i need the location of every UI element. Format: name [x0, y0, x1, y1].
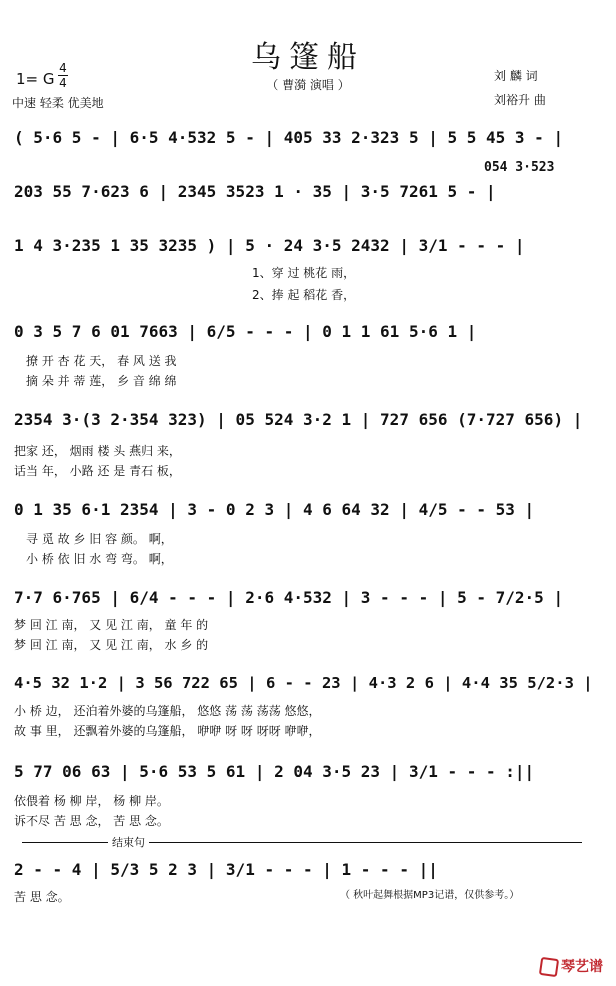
lyric-line-6b: 小 桥 依 旧 水 弯 弯。 啊，: [26, 552, 173, 566]
score-line-6: 0 1 35 6·1 2354 | 3 - 0 2 3 | 4 6 64 32 | 4/5 - - 53 |: [14, 500, 535, 519]
lyric-line-6a: 寻 觅 故 乡 旧 容 颜。 啊，: [26, 532, 173, 546]
score-line-5: 2354 3·(3 2·354 323) | 05 524 3·2 1 | 727 656 (7·727 656) |: [14, 410, 583, 429]
lyric-line-8b: 故 事 里， 还飘着外婆的乌篷船， 咿咿 呀 呀 呀呀 咿咿，: [14, 724, 321, 738]
time-sig-top: 4: [59, 61, 67, 75]
lyric-line-7a: 梦 回 江 南， 又 见 江 南， 童 年 的: [14, 618, 209, 632]
score-line-4: 0 3 5 7 6 01 7663 | 6/5 - - - | 0 1 1 61 5·6 1 |: [14, 322, 477, 341]
score-line-2: 203 55 7·623 6 | 2345 3523 1 · 35 | 3·5 7261 5 - |: [14, 182, 496, 201]
lyric-line-4a: 撩 开 杏 花 天， 春 风 送 我: [26, 354, 177, 368]
ending-label: 结束句: [108, 834, 149, 850]
watermark-logo: [540, 956, 603, 976]
song-title: 乌篷船: [251, 40, 365, 75]
key-signature: 1= G: [16, 70, 55, 88]
score-alt-line-2: 054 3·523: [484, 160, 555, 175]
lyric-line-5b: 话当 年， 小路 还 是 青石 板，: [14, 464, 181, 478]
time-sig-bottom: 4: [59, 76, 67, 90]
lyricist: 刘 麟 词: [494, 69, 538, 83]
lyric-line-10: 苦 思 念。: [14, 890, 70, 904]
score-line-1: ( 5·6 5 - | 6·5 4·532 5 - | 405 33 2·323 5 | 5 5 45 3 - |: [14, 128, 564, 147]
logo-icon: [539, 957, 559, 977]
score-line-3: 1 4 3·235 1 35 3235 ) | 5 · 24 3·5 2432 | 3/1 - - - |: [14, 236, 525, 255]
score-line-7: 7·7 6·765 | 6/4 - - - | 2·6 4·532 | 3 - - - | 5 - 7/2·5 |: [14, 588, 564, 607]
lyric-line-9b: 诉不尽 苦 思 念， 苦 思 念。: [14, 814, 169, 828]
lyric-line-4b: 摘 朵 并 蒂 莲， 乡 音 绵 绵: [26, 374, 177, 388]
composer: 刘裕升 曲: [494, 93, 546, 107]
ending-bracket-line: [22, 842, 582, 843]
time-signature: [58, 62, 68, 89]
transcription-note: （ 秋叶起舞根据MP3记谱，仅供参考。）: [340, 890, 520, 901]
tempo-marking: 中速 轻柔 优美地: [12, 96, 104, 110]
credits: [494, 64, 546, 112]
score-line-10: 2 - - 4 | 5/3 5 2 3 | 3/1 - - - | 1 - - - ||: [14, 860, 438, 879]
lyric-line-9a: 依偎着 杨 柳 岸， 杨 柳 岸。: [14, 794, 169, 808]
score-line-8: 4·5 32 1·2 | 3 56 722 65 | 6 - - 23 | 4·3 2 6 | 4·4 35 5/2·3 |: [14, 674, 593, 692]
lyric-line-3b: 2、捧 起 稻花 香，: [252, 288, 356, 302]
watermark-text: 琴艺谱: [561, 959, 603, 975]
lyric-line-3a: 1、穿 过 桃花 雨，: [252, 266, 356, 280]
score-line-9: 5 77 06 63 | 5·6 53 5 61 | 2 04 3·5 23 | 3/1 - - - :||: [14, 762, 535, 781]
lyric-line-5a: 把家 还， 烟雨 楼 头 燕归 来，: [14, 444, 181, 458]
performer: （ 曹漪 演唱 ）: [266, 78, 350, 92]
lyric-line-7b: 梦 回 江 南， 又 见 江 南， 水 乡 的: [14, 638, 209, 652]
lyric-line-8a: 小 桥 边， 还泊着外婆的乌篷船， 悠悠 荡 荡 荡荡 悠悠，: [14, 704, 321, 718]
